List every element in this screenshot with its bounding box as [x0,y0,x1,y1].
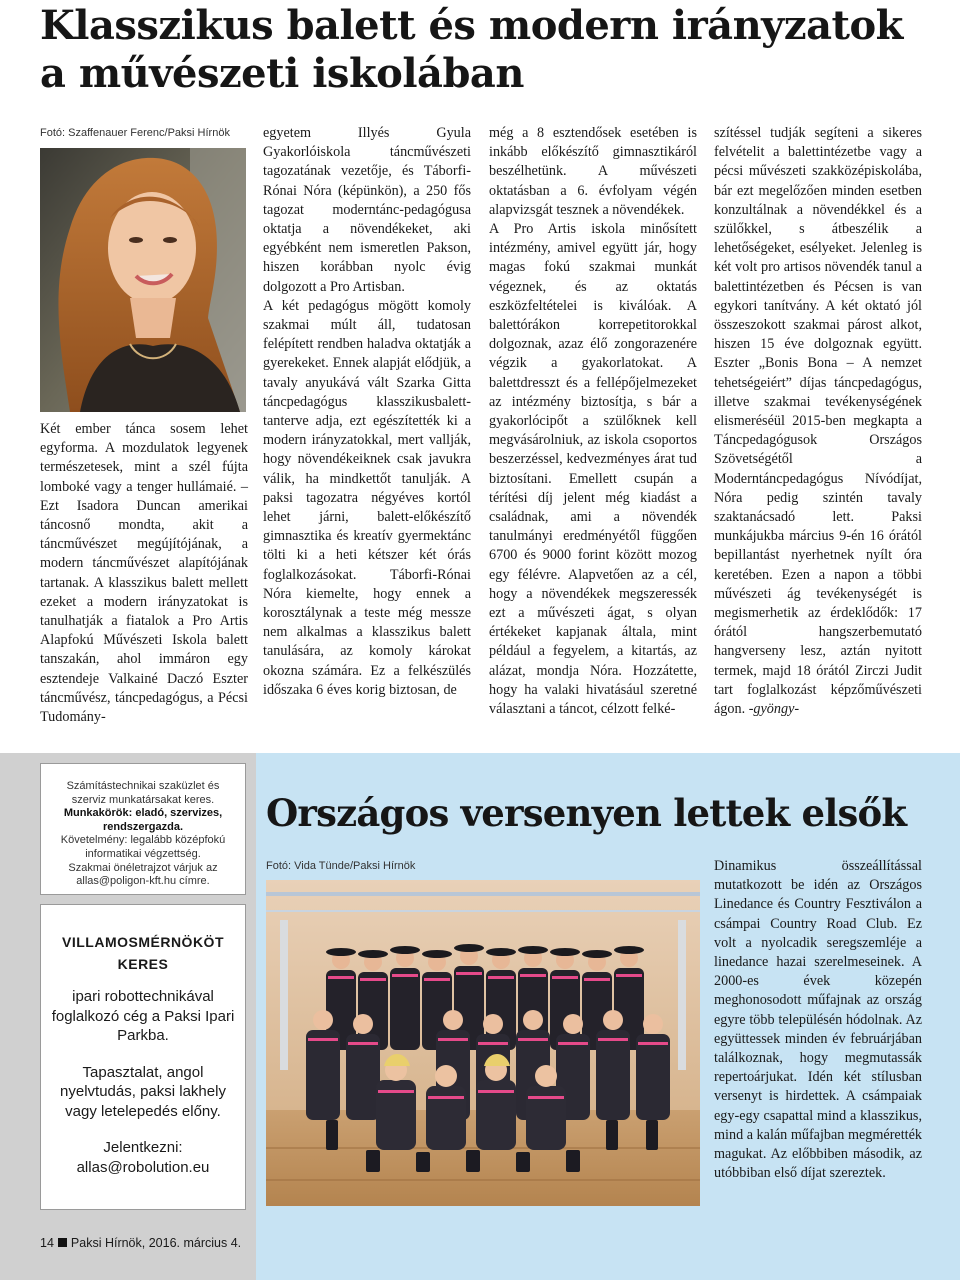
ad-title: VILLAMOSMÉRNÖKÖT KERES [62,934,224,972]
page-footer [40,1236,241,1250]
photo-credit: Fotó: Szaffenauer Ferenc/Paksi Hírnök [40,127,230,139]
article-column-3 [489,124,697,719]
article-column-4 [714,124,922,719]
article-column-1 [40,420,248,727]
job-ad-computer-shop [40,763,246,895]
group-photo [266,880,700,1206]
article-headline-2: Országos versenyen lettek elsők [266,791,907,835]
article-paragraph: A két pedagógus mögött komoly szakmai múlt áll, tudatosan felépített rendben haladva oktatják a gyerekeket. Ennek alapját elődjük, a tavaly anyukává vált Szarka Gitta táncpedagógus klasszikusbalett-tanterve adja, ezt egészítették ki a modern irányzatokkal, mert vallják, hogy növendékeiknek csak javukra válik, ha mindkettőt tanulják. A paksi tagozatra négyéves kortól lehet járni, balett-előkészítő gimnasztika és kreatív gyermektánc tölti ki a heti kétszer két órás foglalkozásokat. Táborfi-Rónai Nóra kiemelte, hogy ennek a korosztálynak a teste még messze nem alkalmas a klasszikus balett tanulására, az komoly károkat okozna számára. Ez a felkészülés időszaka 6 éves korig biztosan, de [263,297,471,698]
ad-paragraph: Tapasztalat, angol nyelvtudás, paksi lakhely vagy letelepedés előny. [60,1063,226,1120]
ad-line: Szakmai önéletrajzot várjuk az allas@poligon-kft.hu címre. [68,861,218,888]
ad-paragraph: Jelentkezni: allas@robolution.eu [76,1139,210,1176]
article-paragraph: Két ember tánca sosem lehet egyforma. A mozdulatok legyenek természetesek, mint a szél fújta lomboké vagy a tenger hullámaié. – Ezt Isadora Duncan amerikai táncosnő mondta, akit a táncművészet megújítójának, a modern táncművészet alapítójának tartanak. A klasszikus balett mellett ezeket a modern irányzatokat is tanulhatják a fiatalok a Pro Artis Alapfokú Művészeti Iskola balett tanszakán, ahol immáron egy esztendeje Valkainé Daczó Eszter táncművész, táncpedagógus, a Pécsi Tudomány- [40,421,248,726]
ad-line-bold: Munkakörök: eladó, szervizes, rendszergazda. [63,807,223,833]
job-ad-engineer [40,904,246,1210]
portrait-photo [40,148,246,412]
article-paragraph: még a 8 esztendősek esetében is inkább előkészítő gimnasztikáról beszélhetünk. A művészeti oktatásban a 6. évfolyam végén alapvizsgát tesznek a növendékek. [489,125,697,218]
article-paragraph: A Pro Artis iskola minősített intézmény, amivel együtt jár, hogy magas fokú szakmai munkát végeznek, és az oktatás eszközfeltételei is kiválóak. A balettórákon korrepetitorokkal dolgoznak, azaz élő zongorazenére végzik a gyakorlatokat. A balettdresszt és a fellépőjelmezeket az intézmény biztosítja, s bár a gyakorlócipőt a szülőknek kell megvásárolniuk, az iskola csoportos beszerzéssel, kedvezményes árat tud biztosítani. Emellett csupán a térítési díj jelent még kiadást a családnak, ami a növendék tanulmányi eredményétől függően 6700 és 9000 forint között mozog egy félévre. Alapvetően az a cél, hogy a növendékek megszeressék ezt a művészeti ágat, s olyan értékeket kapjanak általa, mint például a fegyelem, a kitartás, az alázat, mondja Nóra. Hozzátette, hogy ha valaki hivatásául szeretné választani a táncot, célzott felké- [489,221,697,718]
article-text: szítéssel tudják segíteni a sikeres felvételit a balettintézetbe vagy a pécsi művészeti szakközépiskolába, bár ezt megelőzően minden esetben konzultálnak a növendékkel és a szülőkkel, s átbeszélik a lehetőségeket, esélyeket. Jelenleg is két volt pro artisos növendék tanul a balettintézetben és Pécsen is van egykori tanítvány. A két oktató jól összeszokott szakmai párost alkot, hiszen 15 éve dolgoznak együtt. Eszter „Bonis Bona – A nemzet tehetségeiért” díjas táncpedagógus, illetve szakmai tevékenységének elismeréséül 2015-ben megkapta a Táncpedagógusok Országos Szövetségétől a Moderntáncpedagógus Nívódíjat, Nóra pedig szintén tavaly szaktanácsadó lett. Paksi munkájukba március 9-én 16 órától bepillantást nyerhetnek nyílt óra keretében. Ezen a napon a többi művészeti ág tevékenységét is megismerhetik az érdeklődők: 17 órától hangszerbemutató hangverseny lesz, aztán nyitott termek, majd 18 órától Zirczi Judit tart foglalkozást képzőművészeti ágon. [714,125,922,718]
ad-line: Követelmény: legalább középfokú informatikai végzettség. [60,834,226,860]
article-paragraph: Dinamikus összeállítással mutatkozott be idén az Országos Linedance és Country Fesztiválon a csámpai Country Road Club. Ez volt a nyolcadik seregszemléje a linedance hazai szerelmeseinek. A 2000-es évek közepén meghonosodott műfajnak az ország egyre több településén hódolnak. Az együttessek minden év februárjában találkoznak, hogy megmutassák repertoárjukat. Idén két stílusban versenyt is hirdettek. A csámpaiak egy-egy csapattal mind a klasszikus, mind a kalán műfajban megmérették magukat. Az előbbiben második, az utóbbiban első díjat szereztek. [714,858,923,1182]
photo-credit-2: Fotó: Vida Tünde/Paksi Hírnök [266,860,416,872]
square-bullet-icon [58,1238,67,1247]
article-headline: Klasszikus balett és modern irányzatok a művészeti iskolában [40,2,903,97]
article-paragraph [714,124,922,719]
author-signature: -gyöngy- [748,701,800,718]
ad-paragraph: ipari robottechnikával foglalkozó cég a Paksi Ipari Parkba. [51,988,235,1044]
article-column-2 [263,124,471,700]
article2-column [714,857,922,1183]
ad-line: Számítástechnikai szaküzlet és szerviz munkatársakat keres. [66,780,220,806]
page-number: 14 [40,1236,54,1250]
article-paragraph: egyetem Illyés Gyula Gyakorlóiskola táncművészeti tagozatának vezetője, és Táborfi-Rónai Nóra (képünkön), a 250 fős tagozat moderntánc-pedagógusa oktatja a növendékeket, aki egyébként nem ismeretlen Pakson, hiszen korábban nyolc évig dolgozott a Pro Artisban. [263,125,471,295]
publication-info: Paksi Hírnök, 2016. március 4. [70,1236,242,1250]
